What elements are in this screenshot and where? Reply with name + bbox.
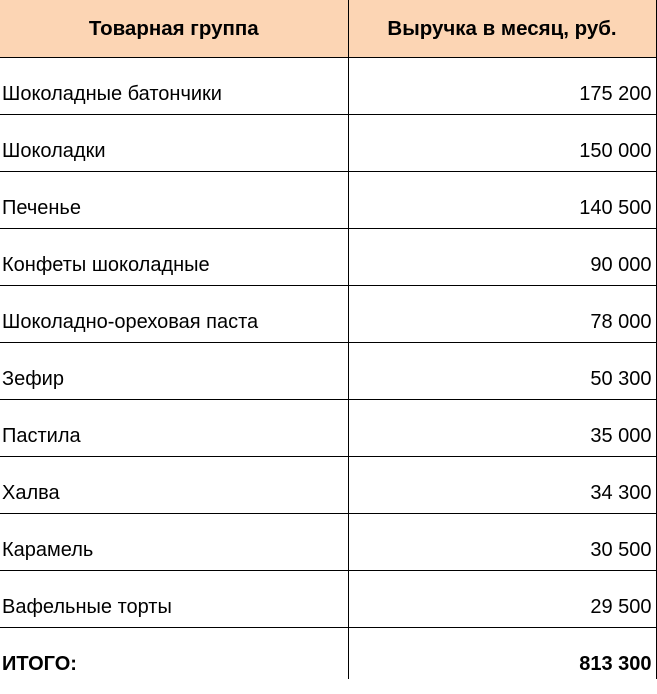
table-row bbox=[0, 457, 656, 514]
product-group-cell[interactable]: Шоколадно-ореховая паста bbox=[0, 286, 348, 343]
revenue-cell[interactable]: 78 000 bbox=[348, 286, 656, 343]
revenue-cell[interactable]: 175 200 bbox=[348, 58, 656, 115]
total-row bbox=[0, 628, 656, 679]
product-group-cell[interactable]: Халва bbox=[0, 457, 348, 514]
product-group-cell[interactable]: Пастила bbox=[0, 400, 348, 457]
revenue-cell[interactable]: 35 000 bbox=[348, 400, 656, 457]
table-row bbox=[0, 571, 656, 628]
product-group-cell[interactable]: Конфеты шоколадные bbox=[0, 229, 348, 286]
header-cell-product-group[interactable]: Товарная группа bbox=[0, 0, 348, 58]
table-row bbox=[0, 514, 656, 571]
product-group-cell[interactable]: Шоколадки bbox=[0, 115, 348, 172]
product-group-cell[interactable]: Зефир bbox=[0, 343, 348, 400]
table-header bbox=[0, 0, 656, 58]
table-row bbox=[0, 400, 656, 457]
product-group-cell[interactable]: Шоколадные батончики bbox=[0, 58, 348, 115]
revenue-cell[interactable]: 29 500 bbox=[348, 571, 656, 628]
table-row bbox=[0, 343, 656, 400]
table-row bbox=[0, 58, 656, 115]
revenue-cell[interactable]: 140 500 bbox=[348, 172, 656, 229]
header-cell-monthly-revenue[interactable]: Выручка в месяц, руб. bbox=[348, 0, 656, 58]
table-row bbox=[0, 229, 656, 286]
header-row bbox=[0, 0, 656, 58]
revenue-cell[interactable]: 50 300 bbox=[348, 343, 656, 400]
revenue-cell[interactable]: 34 300 bbox=[348, 457, 656, 514]
table-footer bbox=[0, 628, 656, 679]
table-row bbox=[0, 115, 656, 172]
product-group-cell[interactable]: Печенье bbox=[0, 172, 348, 229]
product-group-cell[interactable]: Вафельные торты bbox=[0, 571, 348, 628]
revenue-cell[interactable]: 150 000 bbox=[348, 115, 656, 172]
total-label-cell[interactable]: ИТОГО: bbox=[0, 628, 348, 679]
table-row bbox=[0, 286, 656, 343]
table-row bbox=[0, 172, 656, 229]
product-group-cell[interactable]: Карамель bbox=[0, 514, 348, 571]
total-value-cell[interactable]: 813 300 bbox=[348, 628, 656, 679]
revenue-cell[interactable]: 90 000 bbox=[348, 229, 656, 286]
revenue-cell[interactable]: 30 500 bbox=[348, 514, 656, 571]
table-body bbox=[0, 58, 656, 628]
